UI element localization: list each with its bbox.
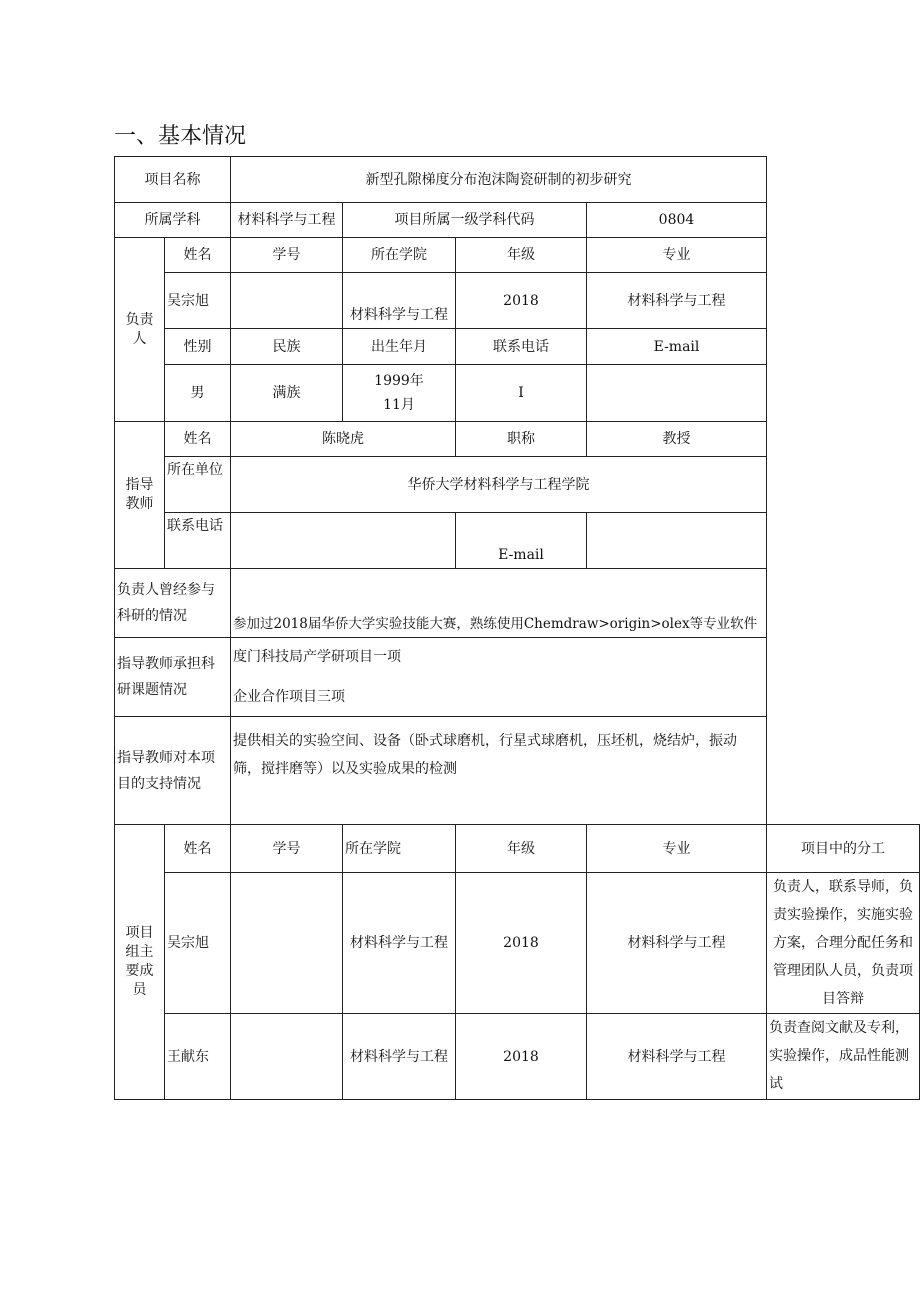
leader-group-label: 负责人 <box>115 238 165 422</box>
leader-birth-year: 1999年 <box>374 373 424 389</box>
project-name-value: 新型孔隙梯度分布泡沫陶瓷研制的初步研究 <box>231 157 767 203</box>
section-title: 一、基本情况 <box>114 124 247 149</box>
advisor-unit: 华侨大学材料科学与工程学院 <box>231 457 767 513</box>
advisor-name-header: 姓名 <box>165 422 231 457</box>
member-row <box>115 873 920 1014</box>
leader-id-header: 学号 <box>231 238 343 273</box>
advisor-row-3 <box>115 513 920 569</box>
advisor-phone-header: 联系电话 <box>165 513 231 569</box>
advisor-email-header: E-mail <box>456 513 587 569</box>
leader-phone: I <box>456 365 587 422</box>
leader-name: 吴宗旭 <box>165 273 231 329</box>
leader-major: 材料科学与工程 <box>587 273 767 329</box>
leader-data-row <box>115 273 920 329</box>
leader-college: 材料科学与工程 <box>343 273 456 329</box>
member-major: 材料科学与工程 <box>587 1014 767 1100</box>
leader-birth-month: 11月 <box>383 397 415 413</box>
leader-id <box>231 273 343 329</box>
member-row <box>115 1014 920 1100</box>
experience-label: 负责人曾经参与科研的情况 <box>115 569 231 638</box>
members-major-header: 专业 <box>587 825 767 873</box>
project-name-row <box>115 157 920 203</box>
leader-major-header: 专业 <box>587 238 767 273</box>
leader-phone-header: 联系电话 <box>456 329 587 365</box>
member-grade: 2018 <box>456 873 587 1014</box>
advisor-support-label: 指导教师对本项目的支持情况 <box>115 717 231 825</box>
member-college: 材料科学与工程 <box>343 1014 456 1100</box>
leader-header-row-2 <box>115 329 920 365</box>
leader-data-row-2 <box>115 365 920 422</box>
members-grade-header: 年级 <box>456 825 587 873</box>
members-college-header: 所在学院 <box>343 825 456 873</box>
basic-info-table <box>114 156 920 1100</box>
leader-name-header: 姓名 <box>165 238 231 273</box>
member-role: 负责人，联系导师，负责实验操作，实施实验方案，合理分配任务和管理团队人员，负责项目答辩 <box>767 873 920 1014</box>
subject-label: 所属学科 <box>115 203 231 238</box>
experience-row <box>115 569 920 638</box>
subject-code-value: 0804 <box>587 203 767 238</box>
member-major: 材料科学与工程 <box>587 873 767 1014</box>
advisor-title-header: 职称 <box>456 422 587 457</box>
member-id <box>231 873 343 1014</box>
member-grade: 2018 <box>456 1014 587 1100</box>
advisor-projects-text <box>231 638 767 717</box>
advisor-support-row <box>115 717 920 825</box>
members-header-row <box>115 825 920 873</box>
advisor-row-1 <box>115 422 920 457</box>
advisor-phone <box>231 513 456 569</box>
leader-grade-header: 年级 <box>456 238 587 273</box>
advisor-projects-line-2: 企业合作项目三项 <box>233 689 345 705</box>
advisor-projects-line-1: 度门科技局产学研项目一项 <box>233 649 401 665</box>
advisor-group-label: 指导教师 <box>115 422 165 569</box>
member-id <box>231 1014 343 1100</box>
leader-gender-header: 性别 <box>165 329 231 365</box>
advisor-name: 陈晓虎 <box>231 422 456 457</box>
members-name-header: 姓名 <box>165 825 231 873</box>
leader-grade: 2018 <box>456 273 587 329</box>
subject-row <box>115 203 920 238</box>
leader-email-header: E-mail <box>587 329 767 365</box>
leader-college-header: 所在学院 <box>343 238 456 273</box>
leader-header-row <box>115 238 920 273</box>
advisor-projects-label: 指导教师承担科研课题情况 <box>115 638 231 717</box>
advisor-email <box>587 513 767 569</box>
leader-ethnic: 满族 <box>231 365 343 422</box>
advisor-projects-row <box>115 638 920 717</box>
leader-ethnic-header: 民族 <box>231 329 343 365</box>
member-role: 负责查阅文献及专利，实验操作，成品性能测试 <box>767 1014 920 1100</box>
members-role-header: 项目中的分工 <box>767 825 920 873</box>
leader-gender: 男 <box>165 365 231 422</box>
member-name: 王献东 <box>165 1014 231 1100</box>
advisor-title: 教授 <box>587 422 767 457</box>
members-group-label: 项目组主要成员 <box>115 825 165 1100</box>
leader-birth <box>343 365 456 422</box>
member-name: 吴宗旭 <box>165 873 231 1014</box>
advisor-unit-header: 所在单位 <box>165 457 231 513</box>
member-college: 材料科学与工程 <box>343 873 456 1014</box>
subject-code-label: 项目所属一级学科代码 <box>343 203 587 238</box>
subject-value: 材料科学与工程 <box>231 203 343 238</box>
advisor-row-2 <box>115 457 920 513</box>
experience-text: 参加过2018届华侨大学实验技能大赛，熟练使用Chemdraw>origin>olex等专业软件 <box>231 569 767 638</box>
project-name-label: 项目名称 <box>115 157 231 203</box>
members-id-header: 学号 <box>231 825 343 873</box>
leader-birth-header: 出生年月 <box>343 329 456 365</box>
leader-email <box>587 365 767 422</box>
advisor-support-text: 提供相关的实验空间、设备（卧式球磨机，行星式球磨机，压坯机，烧结炉，振动筛，搅拌磨等）以及实验成果的检测 <box>231 717 767 825</box>
